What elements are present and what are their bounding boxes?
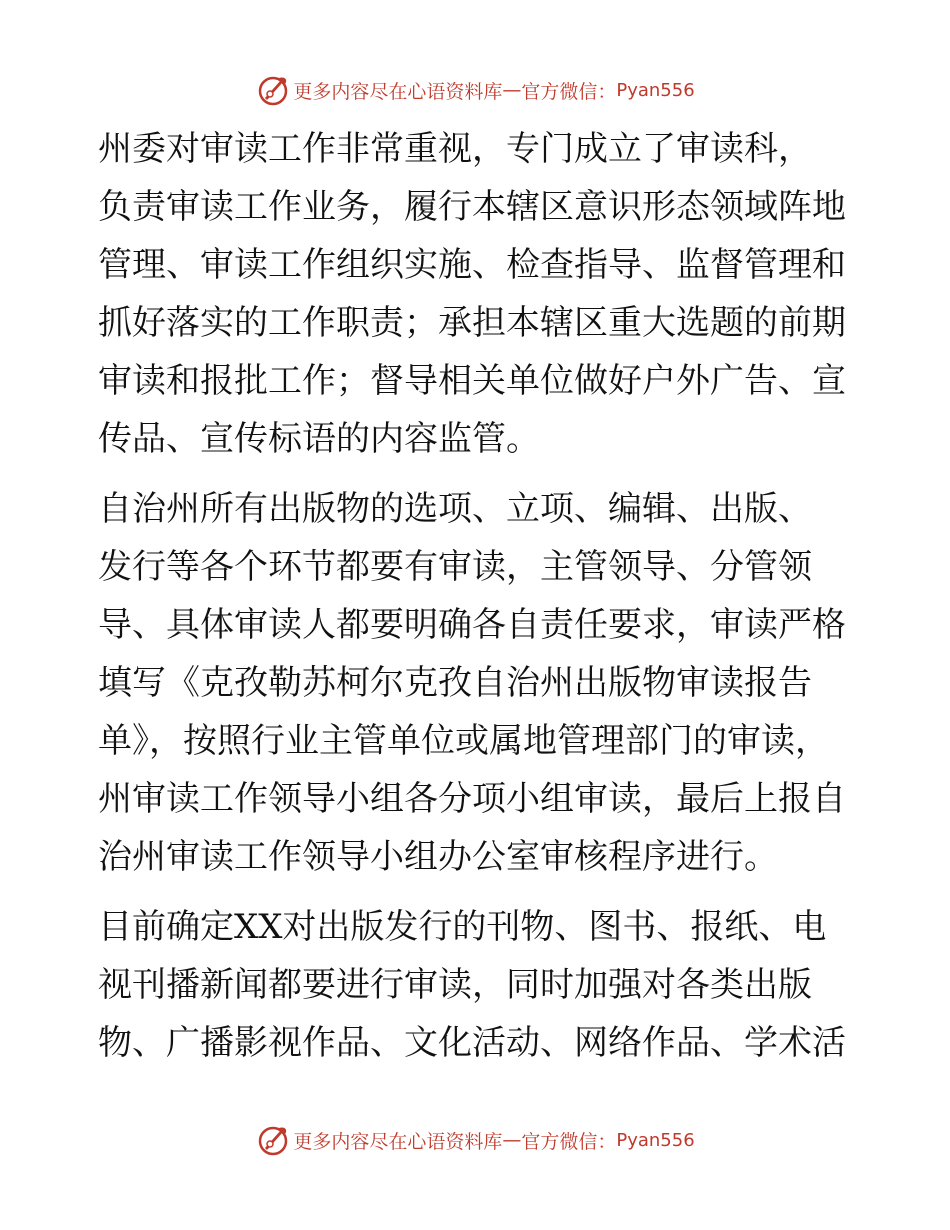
text-line: 发行等各个环节都要有审读，主管领导、分管领 (98, 547, 812, 587)
banner-site-text: 更多内容尽在心语资料库 (293, 1130, 503, 1153)
text-line: 传品、宣传标语的内容监管。 (98, 419, 540, 459)
text-line: 州委对审读工作非常重视，专门成立了审读科， (98, 129, 812, 169)
text-line: 州审读工作领导小组各分项小组审读，最后上报自 (98, 779, 846, 819)
text-line: 管理、审读工作组织实施、检查指导、监督管理和 (98, 245, 846, 285)
banner-contact-id: Pyan556 (616, 79, 695, 101)
text-line: 抓好落实的工作职责；承担本辖区重大选题的前期 (98, 303, 846, 343)
text-line: 导、具体审读人都要明确各自责任要求，审读严格 (98, 605, 846, 645)
footer-banner (0, 1120, 950, 1160)
banner-site-text: 更多内容尽在心语资料库 (293, 80, 503, 103)
paragraph (98, 898, 858, 1072)
text-line: 物、广播影视作品、文化活动、网络作品、学术活 (98, 1023, 846, 1063)
banner-separator: — (502, 1129, 522, 1151)
paragraph (98, 480, 858, 886)
quill-logo-icon (255, 1122, 291, 1158)
banner-contact-label: 官方微信： (521, 80, 617, 103)
text-line: 填写《克孜勒苏柯尔克孜自治州出版物审读报告 (98, 663, 812, 703)
header-banner (0, 70, 950, 110)
banner-contact-id: Pyan556 (616, 1129, 695, 1151)
text-line: 负责审读工作业务，履行本辖区意识形态领域阵地 (98, 187, 846, 227)
text-line: 治州审读工作领导小组办公室审核程序进行。 (98, 837, 778, 877)
text-line: 目前确定XX对出版发行的刊物、图书、报纸、电 (98, 907, 827, 947)
text-line: 单》，按照行业主管单位或属地管理部门的审读， (98, 721, 829, 761)
paragraph (98, 120, 858, 468)
text-line: 视刊播新闻都要进行审读，同时加强对各类出版 (98, 965, 812, 1005)
document-body (98, 120, 858, 1084)
banner-separator: — (502, 79, 522, 101)
quill-logo-icon (255, 72, 291, 108)
text-line: 审读和报批工作；督导相关单位做好户外广告、宣 (98, 361, 846, 401)
banner-contact-label: 官方微信： (521, 1130, 617, 1153)
text-line: 自治州所有出版物的选项、立项、编辑、出版、 (98, 489, 812, 529)
